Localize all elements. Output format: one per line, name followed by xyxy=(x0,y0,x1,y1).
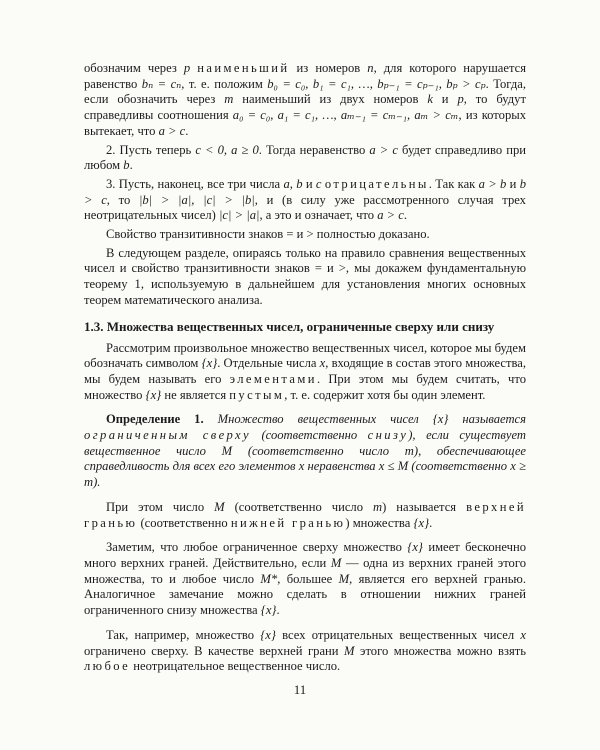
text: . Так как xyxy=(428,176,479,191)
text: всех отрицательных вещественных чисел xyxy=(275,627,521,642)
text: Множество вещественных чисел {x} называется xyxy=(203,412,526,427)
variable: m xyxy=(224,92,234,107)
formula: bₙ = cₙ xyxy=(141,76,182,91)
text: , для которого нарушается равенство xyxy=(84,61,526,91)
spaced-term: элементами xyxy=(229,371,317,386)
variable: p xyxy=(457,92,464,107)
variable: n xyxy=(367,61,374,75)
text: При этом число xyxy=(106,499,215,514)
spaced-term: наименьший xyxy=(197,61,290,75)
page-body xyxy=(84,61,526,675)
text: (соответственно xyxy=(137,515,231,530)
text: Заметим, что любое ограниченное сверху множество xyxy=(106,540,408,555)
paragraph-proof-case-1 xyxy=(84,61,526,140)
formula: |b| > |a|, |c| > |b| xyxy=(138,192,255,207)
text: , то будут справедливы соотношения xyxy=(84,92,526,123)
spaced-term: ограниченным сверху xyxy=(84,428,251,443)
text: — одна из верхних граней этого множества, то и любое число xyxy=(84,555,526,586)
definition-label: Определение 1. xyxy=(106,412,204,427)
spaced-term: отрицательны xyxy=(324,176,429,191)
text: этого множества можно взять xyxy=(354,643,527,658)
formula: c < 0, a ≥ 0 xyxy=(195,142,259,157)
paragraph-next-section: В следующем разделе, опираясь только на правило сравнения вещественных чисел и свойство транзитивности знаков = и >, мы докажем фундаментальную теорему 1, используемую в дальнейшем для установления многих основных теорем математического анализа. xyxy=(84,245,526,307)
text: имеет бесконечно много верхних граней. Действительно, если xyxy=(84,540,527,570)
paragraph-proof-case-3 xyxy=(84,177,526,224)
text: . xyxy=(403,208,408,223)
paragraph-set-intro xyxy=(84,341,526,404)
text: неотрицательное вещественное число. xyxy=(130,659,341,674)
text: . Отдельные числа xyxy=(217,356,320,371)
text: . xyxy=(276,603,280,618)
text: , т. е. положим xyxy=(181,76,268,91)
formula: {x} xyxy=(260,603,277,618)
text: , большее xyxy=(277,571,339,586)
variable: b xyxy=(123,158,130,173)
text: , т. е. содержит хотя бы один элемент. xyxy=(284,387,486,402)
text: Так, например, множество xyxy=(106,627,261,642)
spaced-term: любое xyxy=(84,659,131,674)
formula: a > c xyxy=(377,208,404,223)
formula: {x} xyxy=(201,356,218,371)
variable: k xyxy=(427,92,433,107)
text: , является его верхней гранью. Аналогичное замечание можно сделать в отношении нижних граней ограниченного снизу множества xyxy=(84,571,526,618)
text: . Тогда неравенство xyxy=(258,142,370,157)
text: , то xyxy=(106,192,139,207)
text: , входящие в состав этого множества, мы будем называть его xyxy=(84,356,526,386)
formula: a > c xyxy=(158,123,186,138)
text: , и (в силу уже рассмотренного случая трех неотрицательных чисел) xyxy=(84,192,526,223)
text: наименьший из двух номеров xyxy=(233,92,428,107)
paragraph-conclusion: Свойство транзитивности знаков = и > полностью доказано. xyxy=(106,227,430,242)
text: . Тогда, если обозначить через xyxy=(84,76,526,107)
paragraph-remark xyxy=(84,540,526,619)
section-heading: 1.3. Множества вещественных чисел, ограниченные сверху или снизу xyxy=(84,318,495,334)
text: обозначим через xyxy=(84,61,184,75)
text: ), если существует вещественное число M (соответственно число m), обеспечивающее справедливость для всех его элементов x неравенства x ≤ M (соответственно x ≥ m). xyxy=(84,428,526,490)
text: ограничено сверху. В качестве верхней грани xyxy=(84,643,345,658)
variable: p xyxy=(183,61,191,75)
text: из номеров xyxy=(289,61,368,75)
paragraph-proof-case-2 xyxy=(84,143,526,174)
text: . xyxy=(185,123,189,138)
formula: b₀ = c₀, b₁ = c₁, …, bₚ₋₁ = cₚ₋₁, bₚ > cₚ xyxy=(267,76,486,91)
formula: b > c xyxy=(84,176,527,207)
text: (соответственно xyxy=(250,428,368,443)
formula: |c| > |a| xyxy=(218,208,260,223)
variable: M* xyxy=(260,571,278,586)
spaced-term: верхней гранью xyxy=(84,499,527,530)
variable: c xyxy=(315,176,322,191)
text: , из которых вытекает, что xyxy=(84,108,526,138)
variable: m xyxy=(373,499,383,514)
variable: M xyxy=(338,571,350,586)
formula: a₀ = c₀, a₁ = c₁, …, aₘ₋₁ = cₘ₋₁, aₘ > cₘ xyxy=(232,108,459,123)
spaced-term: снизу xyxy=(367,428,409,443)
paragraph-bounds-naming xyxy=(84,500,526,531)
page-number: 11 xyxy=(293,682,307,697)
variable: x xyxy=(319,356,326,371)
spaced-term: нижней гранью xyxy=(230,515,346,530)
text: . xyxy=(129,158,133,173)
formula: {x} xyxy=(260,627,276,642)
text: Рассмотрим произвольное множество вещественных чисел, которое мы будем обозначать символом xyxy=(84,340,526,371)
text: ) множества xyxy=(345,515,414,530)
text: 3. Пусть, наконец, все три числа xyxy=(106,176,284,191)
formula: a > c xyxy=(369,142,398,157)
text: не является xyxy=(161,387,230,402)
text: , а это и означает, что xyxy=(259,208,378,223)
text: . При этом мы будем считать, что множество xyxy=(84,371,527,402)
variable: x xyxy=(520,627,526,642)
text: и xyxy=(432,92,458,107)
variable: M xyxy=(344,643,355,658)
variable: M xyxy=(214,499,225,514)
formula: {x} xyxy=(407,540,423,555)
variable: a, b xyxy=(283,176,303,191)
spaced-term: пустым xyxy=(229,387,285,402)
formula: a > b xyxy=(478,176,507,191)
paragraph-example xyxy=(84,628,526,675)
definition-1 xyxy=(84,412,526,491)
formula: {x} xyxy=(413,515,430,530)
formula: {x} xyxy=(145,387,162,402)
text: и xyxy=(506,176,520,191)
text: и xyxy=(302,176,316,191)
text: будет справедливо при любом xyxy=(84,142,527,173)
text: . xyxy=(429,515,433,530)
text: ) называется xyxy=(382,499,467,514)
text: (соответственно число xyxy=(224,499,374,514)
variable: M xyxy=(330,555,342,570)
text: 2. Пусть теперь xyxy=(106,142,196,157)
